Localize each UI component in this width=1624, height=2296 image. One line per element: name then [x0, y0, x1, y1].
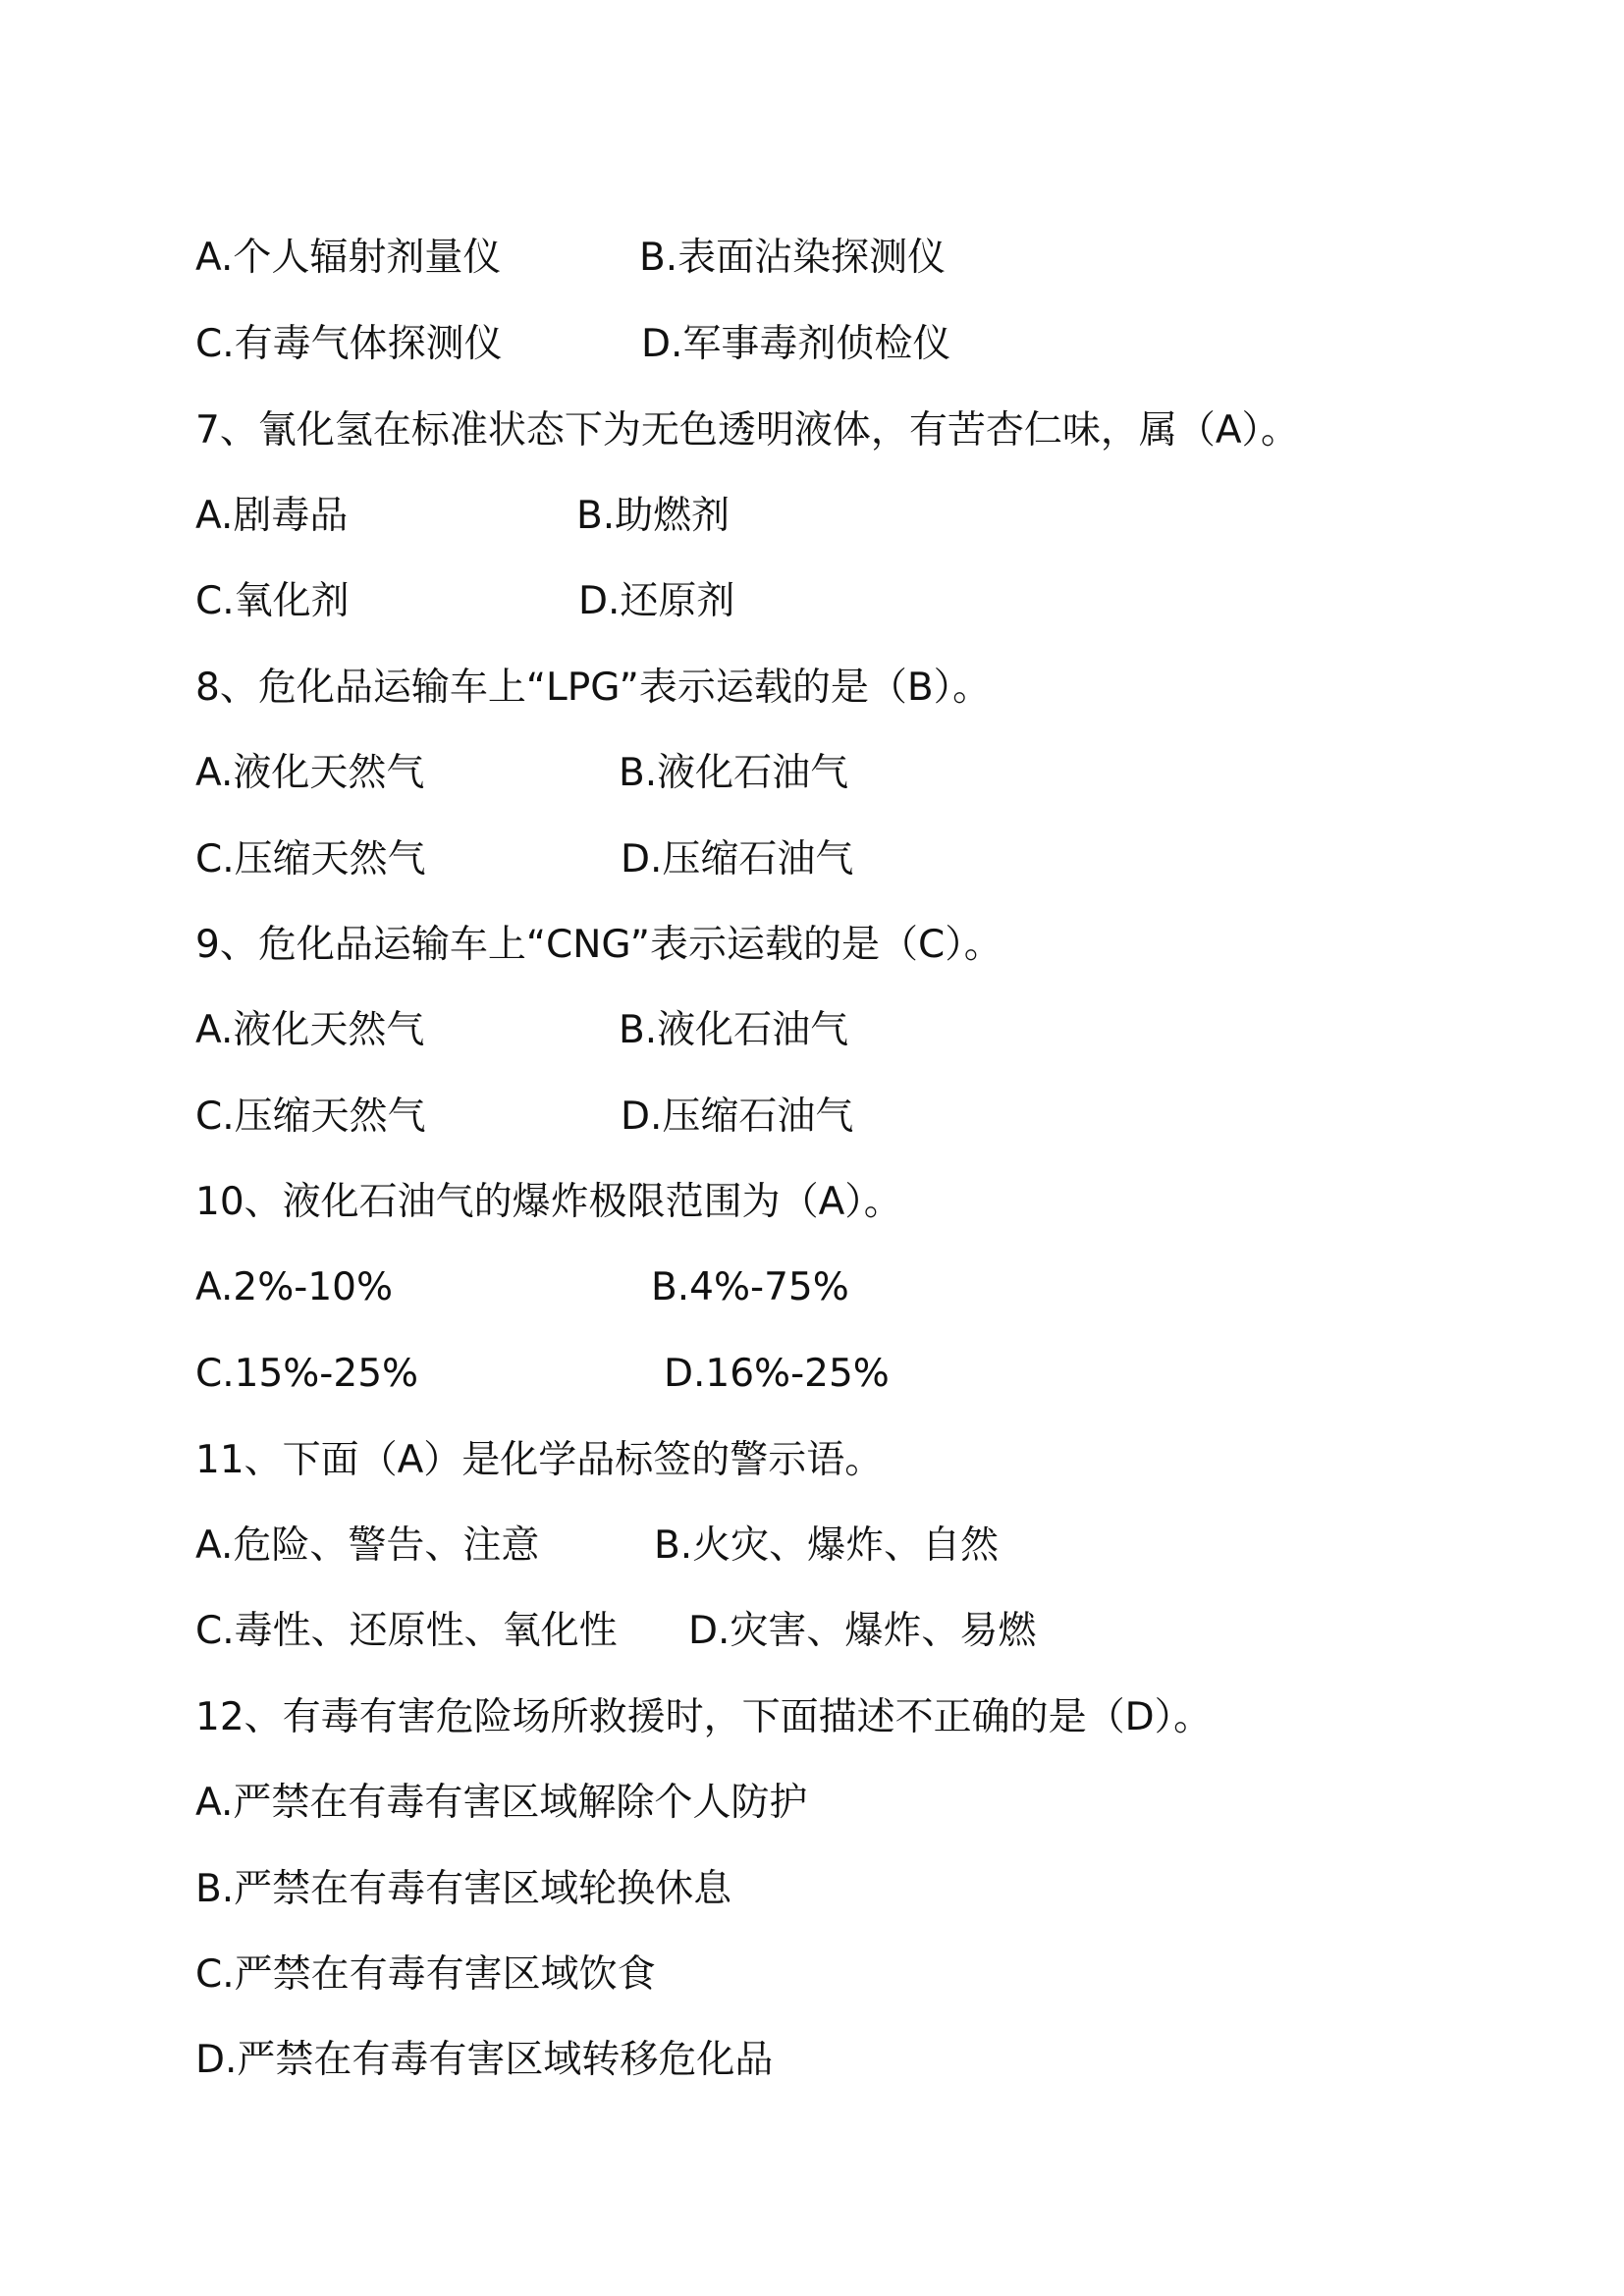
option-c: C.压缩天然气 — [195, 837, 426, 881]
option-a: A.个人辐射剂量仪 — [195, 236, 502, 280]
option-b: B.液化石油气 — [619, 1008, 849, 1052]
option-d: D.压缩石油气 — [621, 837, 854, 881]
option-d: D.压缩石油气 — [621, 1095, 854, 1139]
option-c: C.氧化剂 — [195, 579, 350, 623]
question-8: 8、危化品运输车上“LPG”表示运载的是（B）。 — [195, 666, 992, 710]
option-b-line: B.严禁在有毒有害区域轮换休息 — [195, 1867, 732, 1911]
option-a: A.液化天然气 — [195, 751, 425, 795]
option-d: D.还原剂 — [578, 579, 735, 623]
option-d: D.灾害、爆炸、易燃 — [688, 1609, 1037, 1653]
question-11: 11、下面（A）是化学品标签的警示语。 — [195, 1438, 884, 1482]
question-7: 7、氰化氢在标准状态下为无色透明液体，有苦杏仁味，属（A）。 — [195, 408, 1299, 453]
option-a: A.剧毒品 — [195, 494, 349, 538]
question-10: 10、液化石油气的爆炸极限范围为（A）。 — [195, 1180, 902, 1224]
option-b: B.液化石油气 — [619, 751, 849, 795]
option-b: B.表面沾染探测仪 — [639, 236, 947, 280]
option-a: A.2%-10% — [195, 1265, 394, 1309]
question-9: 9、危化品运输车上“CNG”表示运载的是（C）。 — [195, 923, 1002, 967]
option-c: C.15%-25% — [195, 1352, 419, 1396]
option-c-line: C.严禁在有毒有害区域饮食 — [195, 1952, 656, 1997]
option-a: A.危险、警告、注意 — [195, 1523, 540, 1568]
option-b: B.4%-75% — [651, 1265, 849, 1309]
option-d-line: D.严禁在有毒有害区域转移危化品 — [195, 2038, 774, 2082]
option-c: C.毒性、还原性、氧化性 — [195, 1609, 618, 1653]
option-d: D.军事毒剂侦检仪 — [641, 322, 951, 366]
option-b: B.助燃剂 — [576, 494, 731, 538]
option-a-line: A.严禁在有毒有害区域解除个人防护 — [195, 1781, 808, 1825]
option-b: B.火灾、爆炸、自然 — [654, 1523, 1000, 1568]
question-12: 12、有毒有害危险场所救援时，下面描述不正确的是（D）。 — [195, 1695, 1213, 1739]
option-d: D.16%-25% — [664, 1352, 890, 1396]
option-c: C.压缩天然气 — [195, 1095, 426, 1139]
option-c: C.有毒气体探测仪 — [195, 322, 503, 366]
option-a: A.液化天然气 — [195, 1008, 425, 1052]
